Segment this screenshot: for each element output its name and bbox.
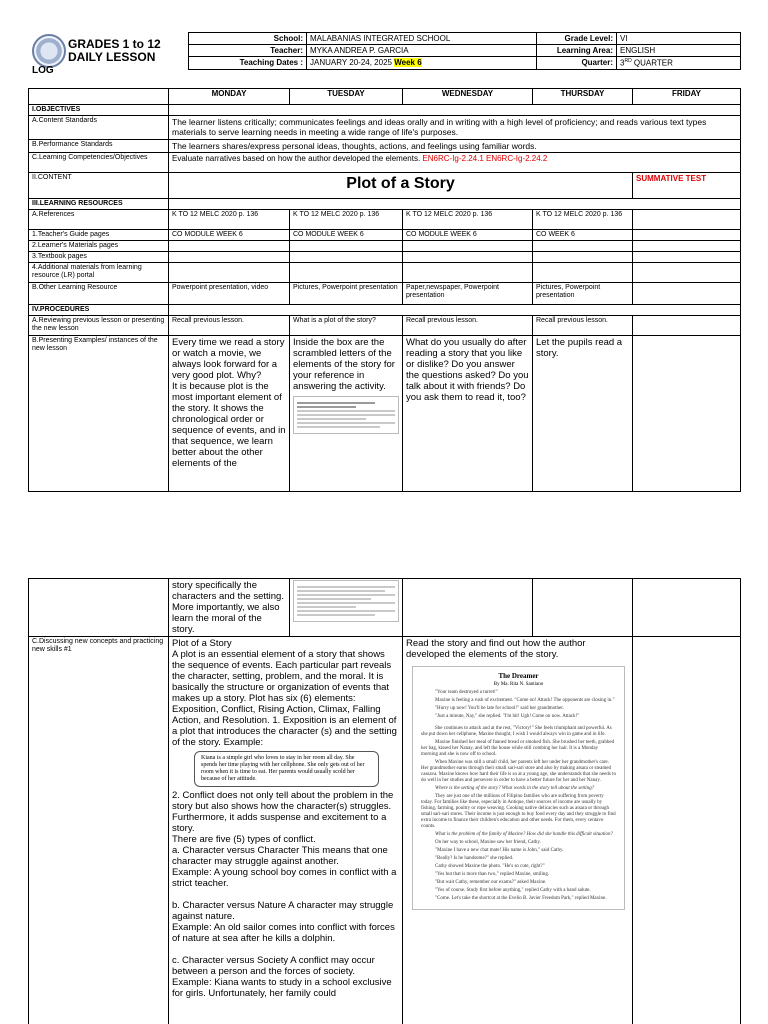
ref-fri [633,210,741,230]
story-title: The Dreamer [498,672,539,680]
ref-mon: K TO 12 MELC 2020 p. 136 [169,210,290,230]
grade-label: Grade Level: [537,33,617,45]
story-sheet: The Dreamer By Ma. Rita N. Santiano "Your team destroyed a turret!" Maxine is feeling a rush of excitement. "Come on! Attack! The opponents are closing in." "Hurry up now! You'll be late for school!" said her grandmother. "Just a minute, Nay," she replied. "I'm hit! Ugh! Come on now. Attack!" She continues to attack and at the rest, "Victory!" She feels triumphant and powerful. As she put down her cellphone, Maxine thought, I wish I would always win in game and in life. Maxine finished her meal of fanned bread or smoked fish. She brushed her teeth, grabbed her bag, kissed her Nanay, and left the house while still combing her hair. It is a Monday morning and she is now off to school. When Maxine was still a small child, her parents left her under her grandmother's care. Her grandmother earns through their small sari-sari store and also by making atsara or steamed cassava. Maxine knows how hard their life is so at a young age, she understands that she needs to do well in her studies and persevere in order to have a better future for her and her Nanay. Where is the setting of the story? What words in the story tell about the setting? They are just one of the millions of Filipino families who are suffering from poverty today. For families like these, especially in Antique, their sources of income are usually by fishing, farming, poultry or rope weaving. Cooking native delicacies such as atsara or through small sari-sari stores. Their income is just enough to buy food every day and they struggle to find extra income to finance their children's education and other needs. For them, every centavo counts. What is the problem of the family of Maxine? How did she handle this difficult situation? On her way to school, Maxine saw her friend, Cathy. "Maxine I have a new chat mate! His name is John," said Cathy. "Really? Is he handsome?" she replied. Cathy showed Maxine the photo. "He's so cute, right?" "Yes but that is more than two," replied Maxine, smiling. "But wait Cathy, remember our exams?" asked Maxine. "Yes of course. Study first before anything," replied Cathy with a hand salute. "Come. Let's take the shortcut at the Evelio B. Javier Freedom Park," replied Maxine. [412,666,625,910]
ref-tue: K TO 12 MELC 2020 p. 136 [290,210,403,230]
presenting-mon: Every time we read a story or watch a movie, we always look forward for a very good plot. Why? It is because plot is the most important element of the story. It shows the chronological order or sequence of events, and in that sequence, we learn better about the other elements of the [169,336,290,492]
tb-label: 3.Textbook pages [29,252,169,263]
review-wed: Recall previous lesson. [403,316,533,336]
tg-fri [633,230,741,241]
dates-label: Teaching Dates : [189,57,307,70]
plot-heading: Plot of a Story [172,638,232,649]
header-info-table [188,32,741,70]
content-heading: II.CONTENT [29,173,169,199]
dates-text: JANUARY 20-24, 2025 [310,58,392,67]
discussing-wed-thu [403,637,633,1024]
read-instruction: Read the story and find out how the author developed the elements of the story. [406,638,586,660]
activity-thumbnail [293,580,399,622]
dll-grid-page-two [28,578,741,1024]
plot-paragraph-3: b. Character versus Nature A character may struggle against nature. Example: An old sailor comes into conflict with forces of nature at sea after he kills a dolphin. [172,900,395,944]
performance-standards-label: B.Performance Standards [29,140,169,153]
week-highlight: Week 6 [394,58,422,67]
day-tuesday: TUESDAY [290,89,403,105]
tg-wed: CO MODULE WEEK 6 [403,230,533,241]
content-standards-label: A.Content Standards [29,116,169,140]
tg-mon: CO MODULE WEEK 6 [169,230,290,241]
plot-paragraph-1: A plot is an essential element of a story that shows the sequence of events. Each particular part reveals the character, setting, problem, and the moral. It is basically the structure or organization of events that makes up a story. Plot has six (6) elements: Exposition, Conflict, Rising Action, Climax, Falling Action, and Resolution. 1. Exposition is an element of a plot that introduces the character (s) and the setting of the story. Example: [172,649,397,748]
content-standards-text: The learner listens critically; communicates feelings and ideas orally and in writing with a high level of proficiency; and reads various text types materials to serve learning needs in meeting a wide range of life's purposes. [169,116,741,140]
presenting-mon-continued: story specifically the characters and the setting. More importantly, we also learn the moral of the story. [169,579,290,637]
header [28,32,740,82]
resources-heading: III.LEARNING RESOURCES [29,199,169,210]
dates-value [307,57,537,70]
teacher-value: MYKA ANDREA P. GARCIA [307,45,537,57]
lr-label: 4.Additional materials from learning resource (LR) portal [29,263,169,283]
lesson-title: Plot of a Story [169,173,633,199]
presenting-tue-continued [290,579,403,637]
review-thu: Recall previous lesson. [533,316,633,336]
review-label: A.Reviewing previous lesson or presenting the new lesson [29,316,169,336]
day-monday: MONDAY [169,89,290,105]
area-label: Learning Area: [537,45,617,57]
plot-paragraph-2: 2. Conflict does not only tell about the problem in the story but also shows how the character(s) struggles. Furthermore, it adds suspense and excitement to a story. There are five (5) types of conflict. a. Character versus Character This means that one character may struggle against another. Example: A young school boy comes in conflict with a strict teacher. [172,790,397,889]
school-label: School: [189,33,307,45]
plot-paragraph-4: c. Character versus Society A conflict may occur between a person and the forces of society. Example: Kiana wants to study in a school exclusive for girls. Unfortunately, her family could [172,955,392,999]
teacher-label: Teacher: [189,45,307,57]
procedures-heading: IV.PROCEDURES [29,305,169,316]
performance-standards-text: The learners shares/express personal ideas, thoughts, actions, and feelings using familiar words. [169,140,741,153]
grade-value: VI [617,33,741,45]
lm-label: 2.Learner's Materials pages [29,241,169,252]
review-tue: What is a plot of the story? [290,316,403,336]
discussing-label: C.Discussing new concepts and practicing new skills #1 [29,637,169,1024]
discussing-mon-tue [169,637,403,1024]
presenting-tue: Inside the box are the scrambled letters of the elements of the story for your reference in answering the activity. [290,336,403,492]
deped-seal-icon [32,34,66,68]
ref-thu: K TO 12 MELC 2020 p. 136 [533,210,633,230]
presenting-label: B.Presenting Examples/ instances of the new lesson [29,336,169,492]
other-resources-label: B.Other Learning Resource [29,283,169,305]
other-thu: Pictures, Powerpoint presentation [533,283,633,305]
dll-grid-page-one [28,88,741,492]
other-tue: Pictures, Powerpoint presentation [290,283,403,305]
competencies-text: Evaluate narratives based on how the author developed the elements. EN6RC-Ig-2.24.1 EN6RC-Ig-2.24.2 [169,153,741,173]
references-label: A.References [29,210,169,230]
story-author: By Ma. Rita N. Santiano [493,682,544,687]
day-thursday: THURSDAY [533,89,633,105]
page-two [0,574,768,1024]
other-wed: Paper,newspaper, Powerpoint presentation [403,283,533,305]
tg-tue: CO MODULE WEEK 6 [290,230,403,241]
competencies-label: C.Learning Competencies/Objectives [29,153,169,173]
presenting-thu: Let the pupils read a story. [533,336,633,492]
tg-label: 1.Teacher's Guide pages [29,230,169,241]
scrambled-letters-thumbnail [293,396,399,434]
review-fri [633,316,741,336]
quarter-value: 3RD QUARTER [617,57,741,70]
log-title: GRADES 1 to 12 DAILY LESSON [68,37,161,64]
ref-wed: K TO 12 MELC 2020 p. 136 [403,210,533,230]
day-wednesday: WEDNESDAY [403,89,533,105]
review-mon: Recall previous lesson. [169,316,290,336]
other-fri [633,283,741,305]
presenting-wed: What do you usually do after reading a story that you like or dislike? Do you answer the questions asked? Do you talk about it with friends? Do you ask them to read it, too? [403,336,533,492]
objectives-heading: I.OBJECTIVES [29,105,169,116]
quarter-label: Quarter: [537,57,617,70]
day-friday: FRIDAY [633,89,741,105]
exposition-example: Kiana is a simple girl who loves to stay in her room all day. She spends her time playing with her cellphone. She only gets out of her room when it is time to eat. Her parents would usually scold her because of her attitude. [194,751,379,787]
competency-codes: EN6RC-Ig-2.24.1 EN6RC-Ig-2.24.2 [422,154,548,163]
log-title-suffix: LOG [32,65,54,76]
area-value: ENGLISH [617,45,741,57]
school-value: MALABANIAS INTEGRATED SCHOOL [307,33,537,45]
tg-thu: CO WEEK 6 [533,230,633,241]
other-mon: Powerpoint presentation, video [169,283,290,305]
friday-summative: SUMMATIVE TEST [633,173,741,199]
